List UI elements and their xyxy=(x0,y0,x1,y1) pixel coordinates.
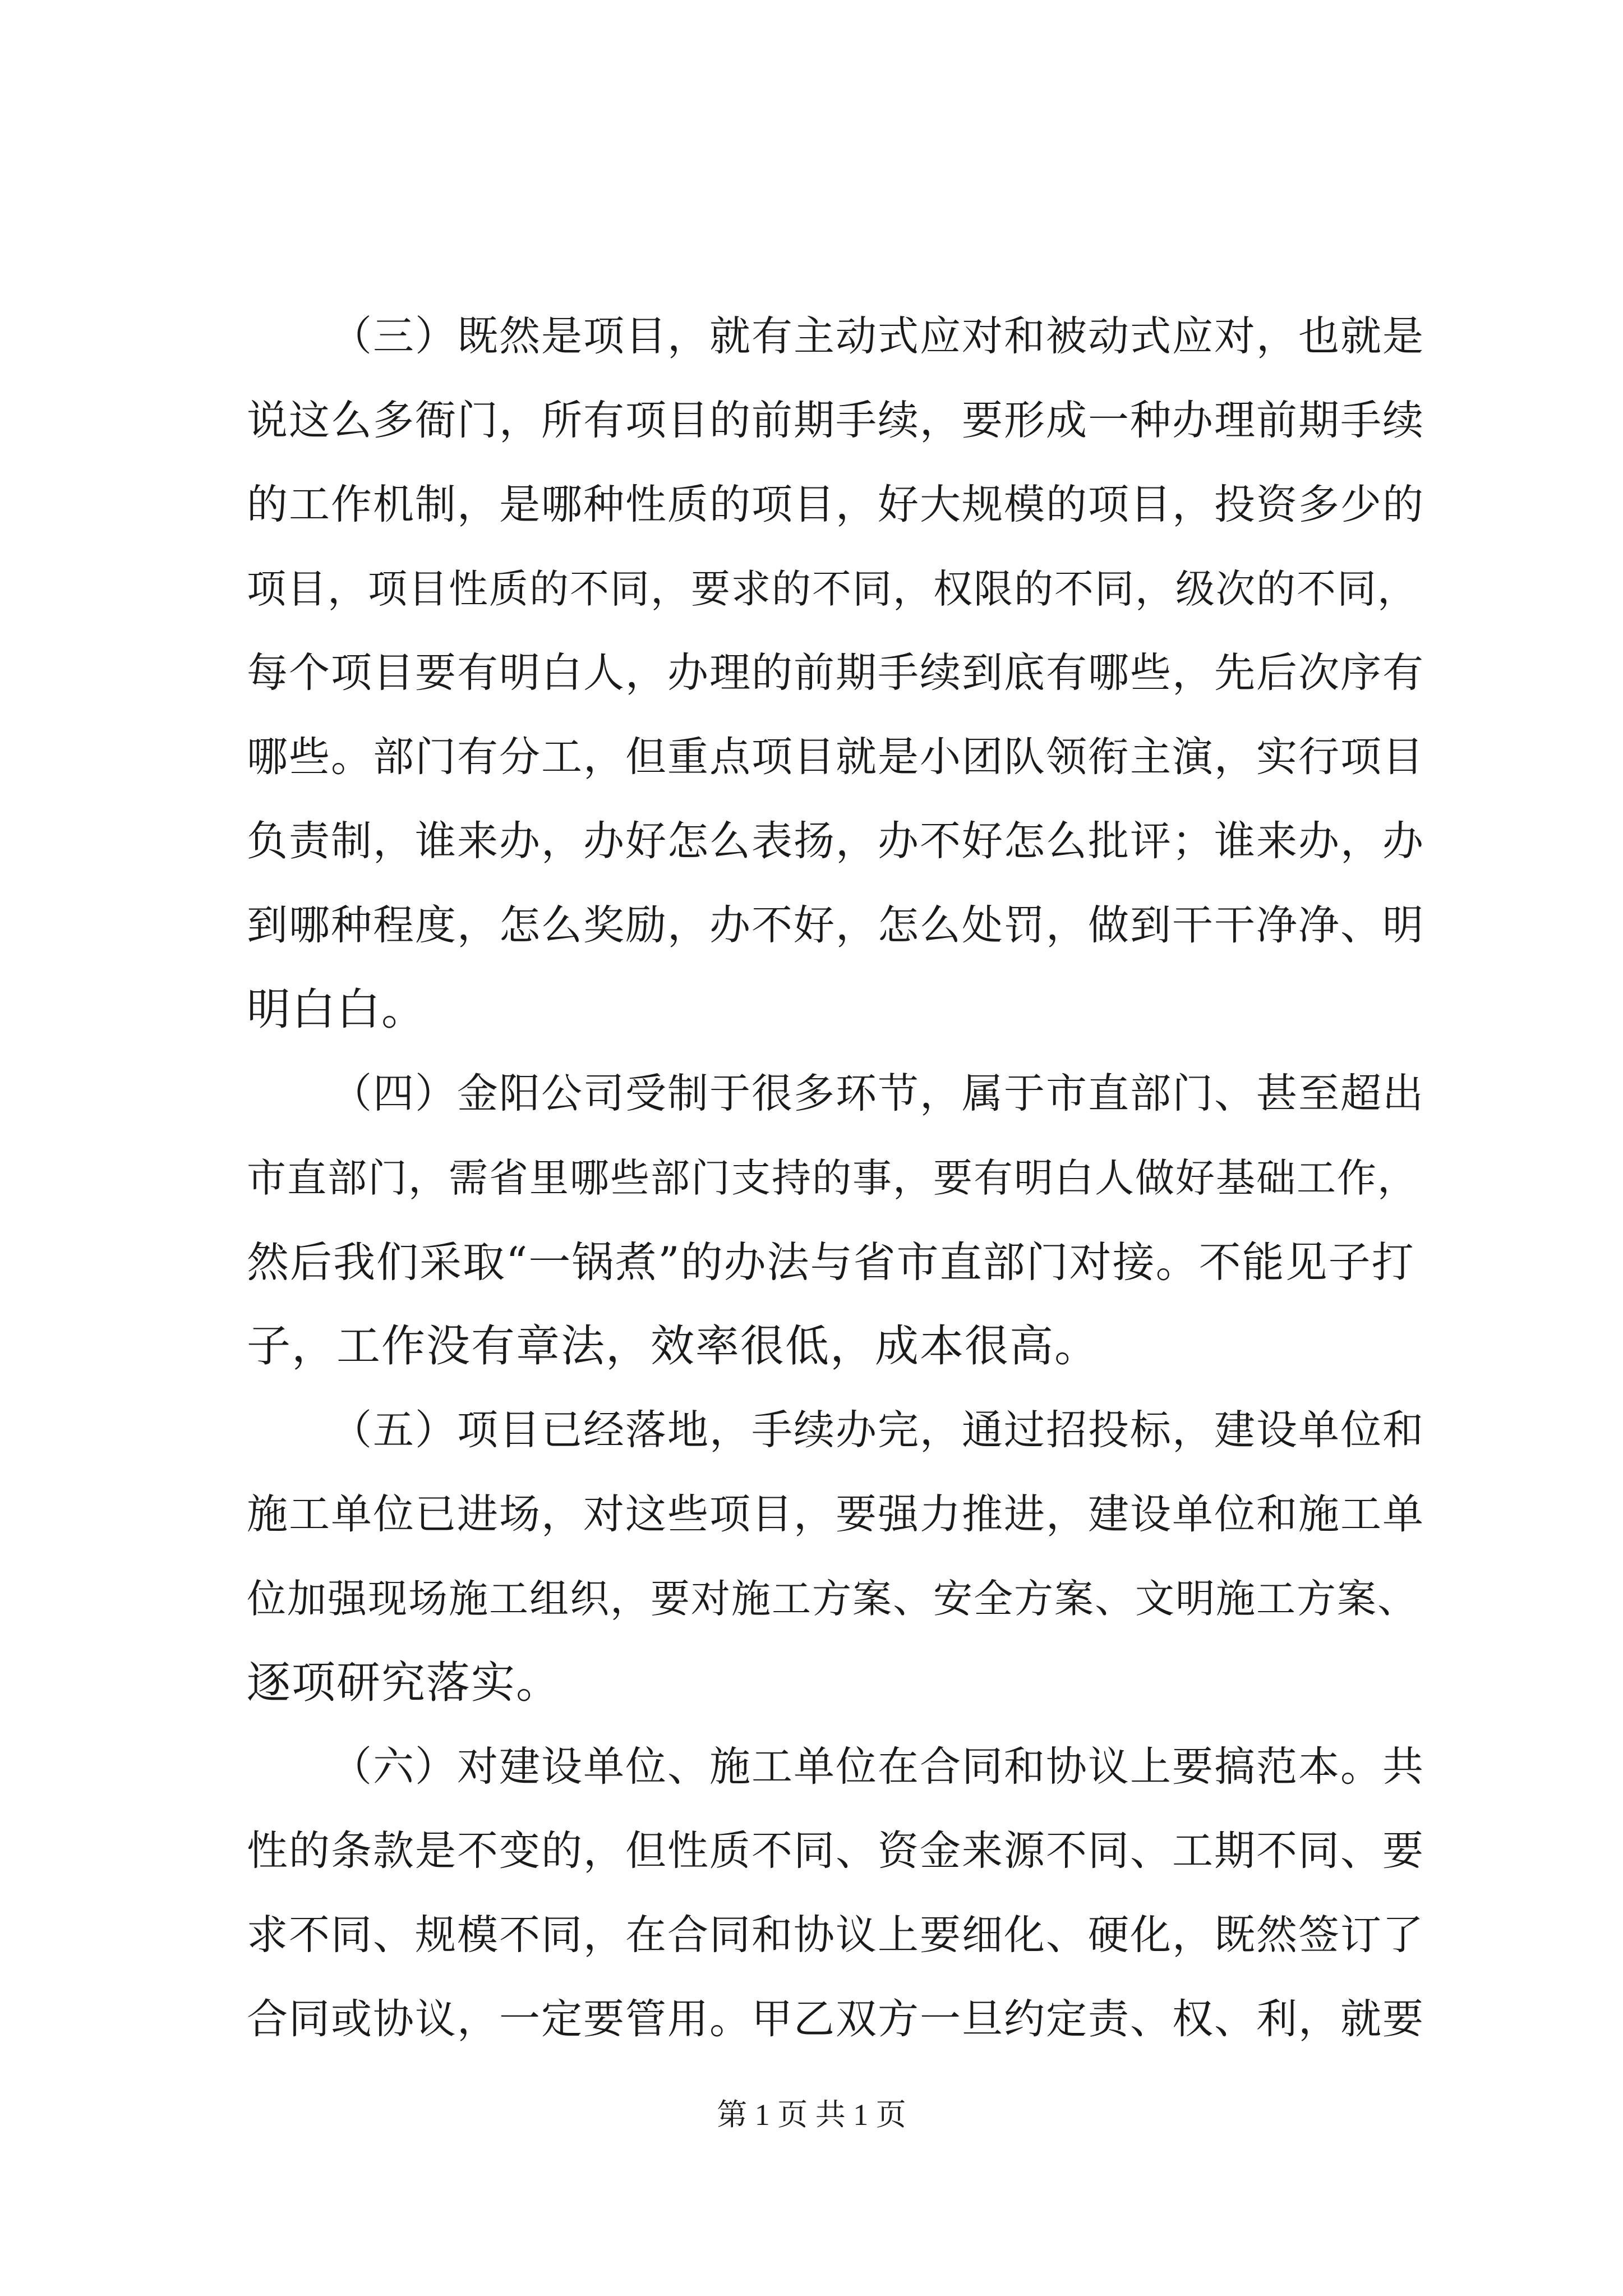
paragraph-4-line-1: （四）金阳公司受制于很多环节，属于市直部门、甚至超出 xyxy=(331,1070,1424,1117)
page-footer: 第 1 页 共 1 页 xyxy=(717,2098,906,2132)
paragraph-6-line-1: （六）对建设单位、施工单位在合同和协议上要搞范本。共 xyxy=(331,1743,1424,1791)
paragraph-6-line-3: 求不同、规模不同，在合同和协议上要细化、硬化，既然签订了 xyxy=(247,1911,1424,1959)
paragraph-3-line-5: 每个项目要有明白人，办理的前期手续到底有哪些，先后次序有 xyxy=(247,649,1424,697)
paragraph-4-line-3: 然后我们采取“一锅煮”的办法与省市直部门对接。不能见子打 xyxy=(247,1237,1415,1287)
paragraph-3-line-9: 明白白。 xyxy=(247,984,427,1035)
paragraph-3-line-6: 哪些。部门有分工，但重点项目就是小团队领衔主演，实行项目 xyxy=(247,733,1424,781)
paragraph-5-line-3: 位加强现场施工组织，要对施工方案、安全方案、文明施工方案、 xyxy=(247,1576,1418,1622)
paragraph-3-line-1: （三）既然是项目，就有主动式应对和被动式应对，也就是 xyxy=(331,312,1424,360)
paragraph-5-line-2: 施工单位已进场，对这些项目，要强力推进，建设单位和施工单 xyxy=(247,1490,1424,1538)
paragraph-4-line-2: 市直部门，需省里哪些部门支持的事，要有明白人做好基础工作， xyxy=(247,1155,1418,1201)
paragraph-3-line-3: 的工作机制，是哪种性质的项目，好大规模的项目，投资多少的 xyxy=(247,481,1424,528)
paragraph-4-line-4: 子，工作没有章法，效率很低，成本很高。 xyxy=(247,1321,1100,1372)
paragraph-6-line-2: 性的条款是不变的，但性质不同、资金来源不同、工期不同、要 xyxy=(247,1827,1424,1875)
paragraph-3-line-2: 说这么多衙门，所有项目的前期手续，要形成一种办理前期手续 xyxy=(247,397,1424,444)
paragraph-3-line-7: 负责制，谁来办，办好怎么表扬，办不好怎么批评；谁来办，办 xyxy=(247,817,1424,865)
paragraph-5-line-1: （五）项目已经落地，手续办完，通过招投标，建设单位和 xyxy=(331,1406,1424,1454)
paragraph-5-line-4: 逐项研究落实。 xyxy=(247,1658,561,1708)
paragraph-6-line-4: 合同或协议，一定要管用。甲乙双方一旦约定责、权、利，就要 xyxy=(247,1995,1424,2043)
paragraph-3-line-4: 项目，项目性质的不同，要求的不同，权限的不同，级次的不同， xyxy=(247,566,1418,612)
paragraph-3-line-8: 到哪种程度，怎么奖励，办不好，怎么处罚，做到干干净净、明 xyxy=(247,901,1424,949)
